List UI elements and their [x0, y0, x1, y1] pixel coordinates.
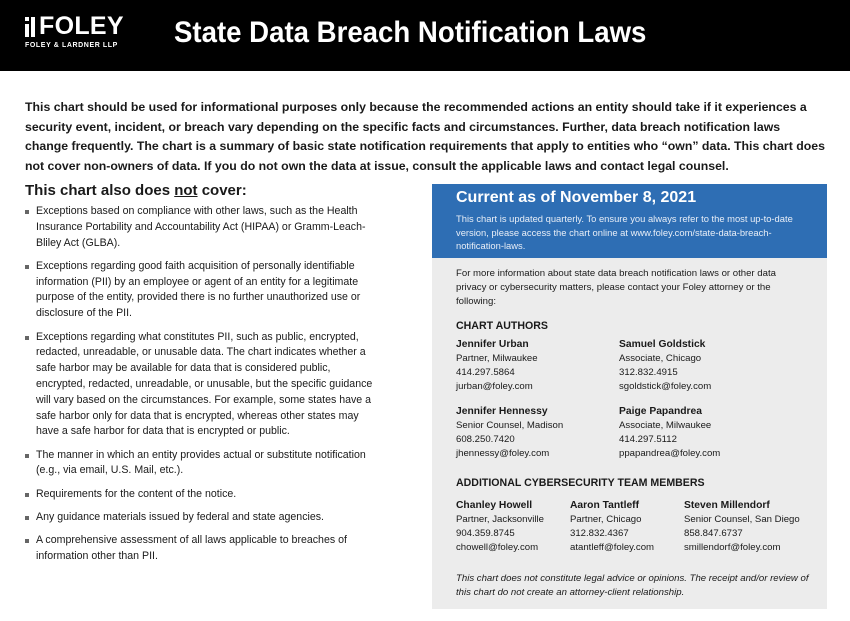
member-name: Aaron Tantleff — [570, 500, 640, 511]
author-phone: 312.832.4915 — [619, 367, 678, 378]
bullet-icon — [25, 516, 29, 520]
list-item: The manner in which an entity provides actual or substitute notification (e.g., via email, U.S. Mail, etc.). — [25, 448, 377, 480]
list-item: Exceptions based on compliance with other laws, such as the Health Insurance Portability and Accountability Act (HIPAA) or Gramm-Leach-Bliley Act (GLBA). — [25, 204, 377, 251]
author-phone: 414.297.5112 — [619, 434, 677, 445]
member-phone: 312.832.4367 — [570, 528, 629, 539]
contact-panel — [432, 184, 827, 609]
current-as-of-banner — [432, 184, 827, 258]
page-header — [0, 0, 850, 71]
member-phone: 904.359.8745 — [456, 528, 515, 539]
author-phone: 414.297.5864 — [456, 367, 515, 378]
author-email[interactable]: ppapandrea@foley.com — [619, 448, 721, 459]
member-title: Partner, Jacksonville — [456, 514, 544, 525]
team-heading: ADDITIONAL CYBERSECURITY TEAM MEMBERS — [456, 477, 705, 489]
member-email[interactable]: chowell@foley.com — [456, 542, 539, 553]
author-card — [619, 405, 720, 461]
member-email[interactable]: atantleff@foley.com — [570, 542, 655, 553]
bullet-icon — [25, 265, 29, 269]
author-name: Samuel Goldstick — [619, 339, 706, 350]
list-item: Requirements for the content of the notice. — [25, 487, 377, 503]
bullet-icon — [25, 493, 29, 497]
team-member-card — [570, 499, 654, 555]
author-card — [456, 338, 538, 394]
current-as-of-heading: Current as of November 8, 2021 — [456, 189, 697, 206]
list-item: Exceptions regarding what constitutes PII, such as public, encrypted, redacted, unreadable, or unusable data. The chart indicates whether a safe harbor may be available for data that is considered public, encrypted, redacted, unreadable, or unusable, but the specific guidance will vary based on the circumstances. For example, some states have a safe harbor only for data that is encrypted, whereas other states may have a safe harbor for data that is encrypted or public. — [25, 330, 377, 441]
intro-paragraph: This chart should be used for informational purposes only because the recommended actions an entity should take if it experiences a security event, incident, or breach vary depending on the specific facts and circumstances. Further, data breach notification laws change frequently. The chart is a summary of basic state notification requirements that apply to entities who “own” data. This chart does not cover non-owners of data. If you do not own the data at issue, consult the applicable laws and contact legal counsel. — [25, 100, 825, 173]
author-card — [456, 405, 563, 461]
team-member-card — [456, 499, 544, 555]
author-name: Jennifer Urban — [456, 339, 529, 350]
bullet-icon — [25, 210, 29, 214]
not-cover-list — [25, 204, 377, 572]
list-item: A comprehensive assessment of all laws applicable to breaches of information other than PII. — [25, 533, 377, 565]
member-phone: 858.847.6737 — [684, 528, 743, 539]
list-item: Exceptions regarding good faith acquisition of personally identifiable information (PII) by an employee or agent of an entity for a legitimate purpose of the entity, provided there is no further unauthorized use or disclosure of the PII. — [25, 259, 377, 322]
legal-disclaimer: This chart does not constitute legal advice or opinions. The receipt and/or review of this chart do not create an attorney-client relationship. — [456, 573, 809, 598]
member-name: Steven Millendorf — [684, 500, 770, 511]
logo-wordmark: FOLEY — [39, 12, 124, 40]
foley-logo-mark-icon — [25, 17, 35, 37]
author-card — [619, 338, 711, 394]
author-name: Jennifer Hennessy — [456, 406, 548, 417]
chart-authors-heading: CHART AUTHORS — [456, 320, 549, 332]
not-cover-heading: This chart also does not cover: — [25, 182, 247, 199]
author-email[interactable]: jurban@foley.com — [456, 381, 533, 392]
author-email[interactable]: jhennessy@foley.com — [456, 448, 550, 459]
list-item: Any guidance materials issued by federal and state agencies. — [25, 510, 377, 526]
author-title: Partner, Milwaukee — [456, 353, 538, 364]
member-title: Senior Counsel, San Diego — [684, 514, 800, 525]
author-title: Associate, Chicago — [619, 353, 702, 364]
foley-logo — [25, 14, 124, 49]
author-title: Senior Counsel, Madison — [456, 420, 564, 431]
author-phone: 608.250.7420 — [456, 434, 515, 445]
bullet-icon — [25, 454, 29, 458]
logo-firm-name: FOLEY & LARDNER LLP — [25, 42, 118, 49]
member-name: Chanley Howell — [456, 500, 533, 511]
bullet-icon — [25, 336, 29, 340]
author-name: Paige Papandrea — [619, 406, 702, 417]
member-email[interactable]: smillendorf@foley.com — [684, 542, 781, 553]
author-email[interactable]: sgoldstick@foley.com — [619, 381, 712, 392]
member-title: Partner, Chicago — [570, 514, 642, 525]
more-info-text: For more information about state data breach notification laws or other data privacy or cybersecurity matters, please contact your Foley attorney or the following: — [456, 268, 776, 307]
team-member-card — [684, 499, 800, 555]
page-title: State Data Breach Notification Laws — [174, 16, 647, 49]
bullet-icon — [25, 539, 29, 543]
author-title: Associate, Milwaukee — [619, 420, 712, 431]
update-notice: This chart is updated quarterly. To ensure you always refer to the most up-to-date version, please access the chart online at www.foley.com/state-data-breach-notification-laws. — [456, 213, 793, 251]
